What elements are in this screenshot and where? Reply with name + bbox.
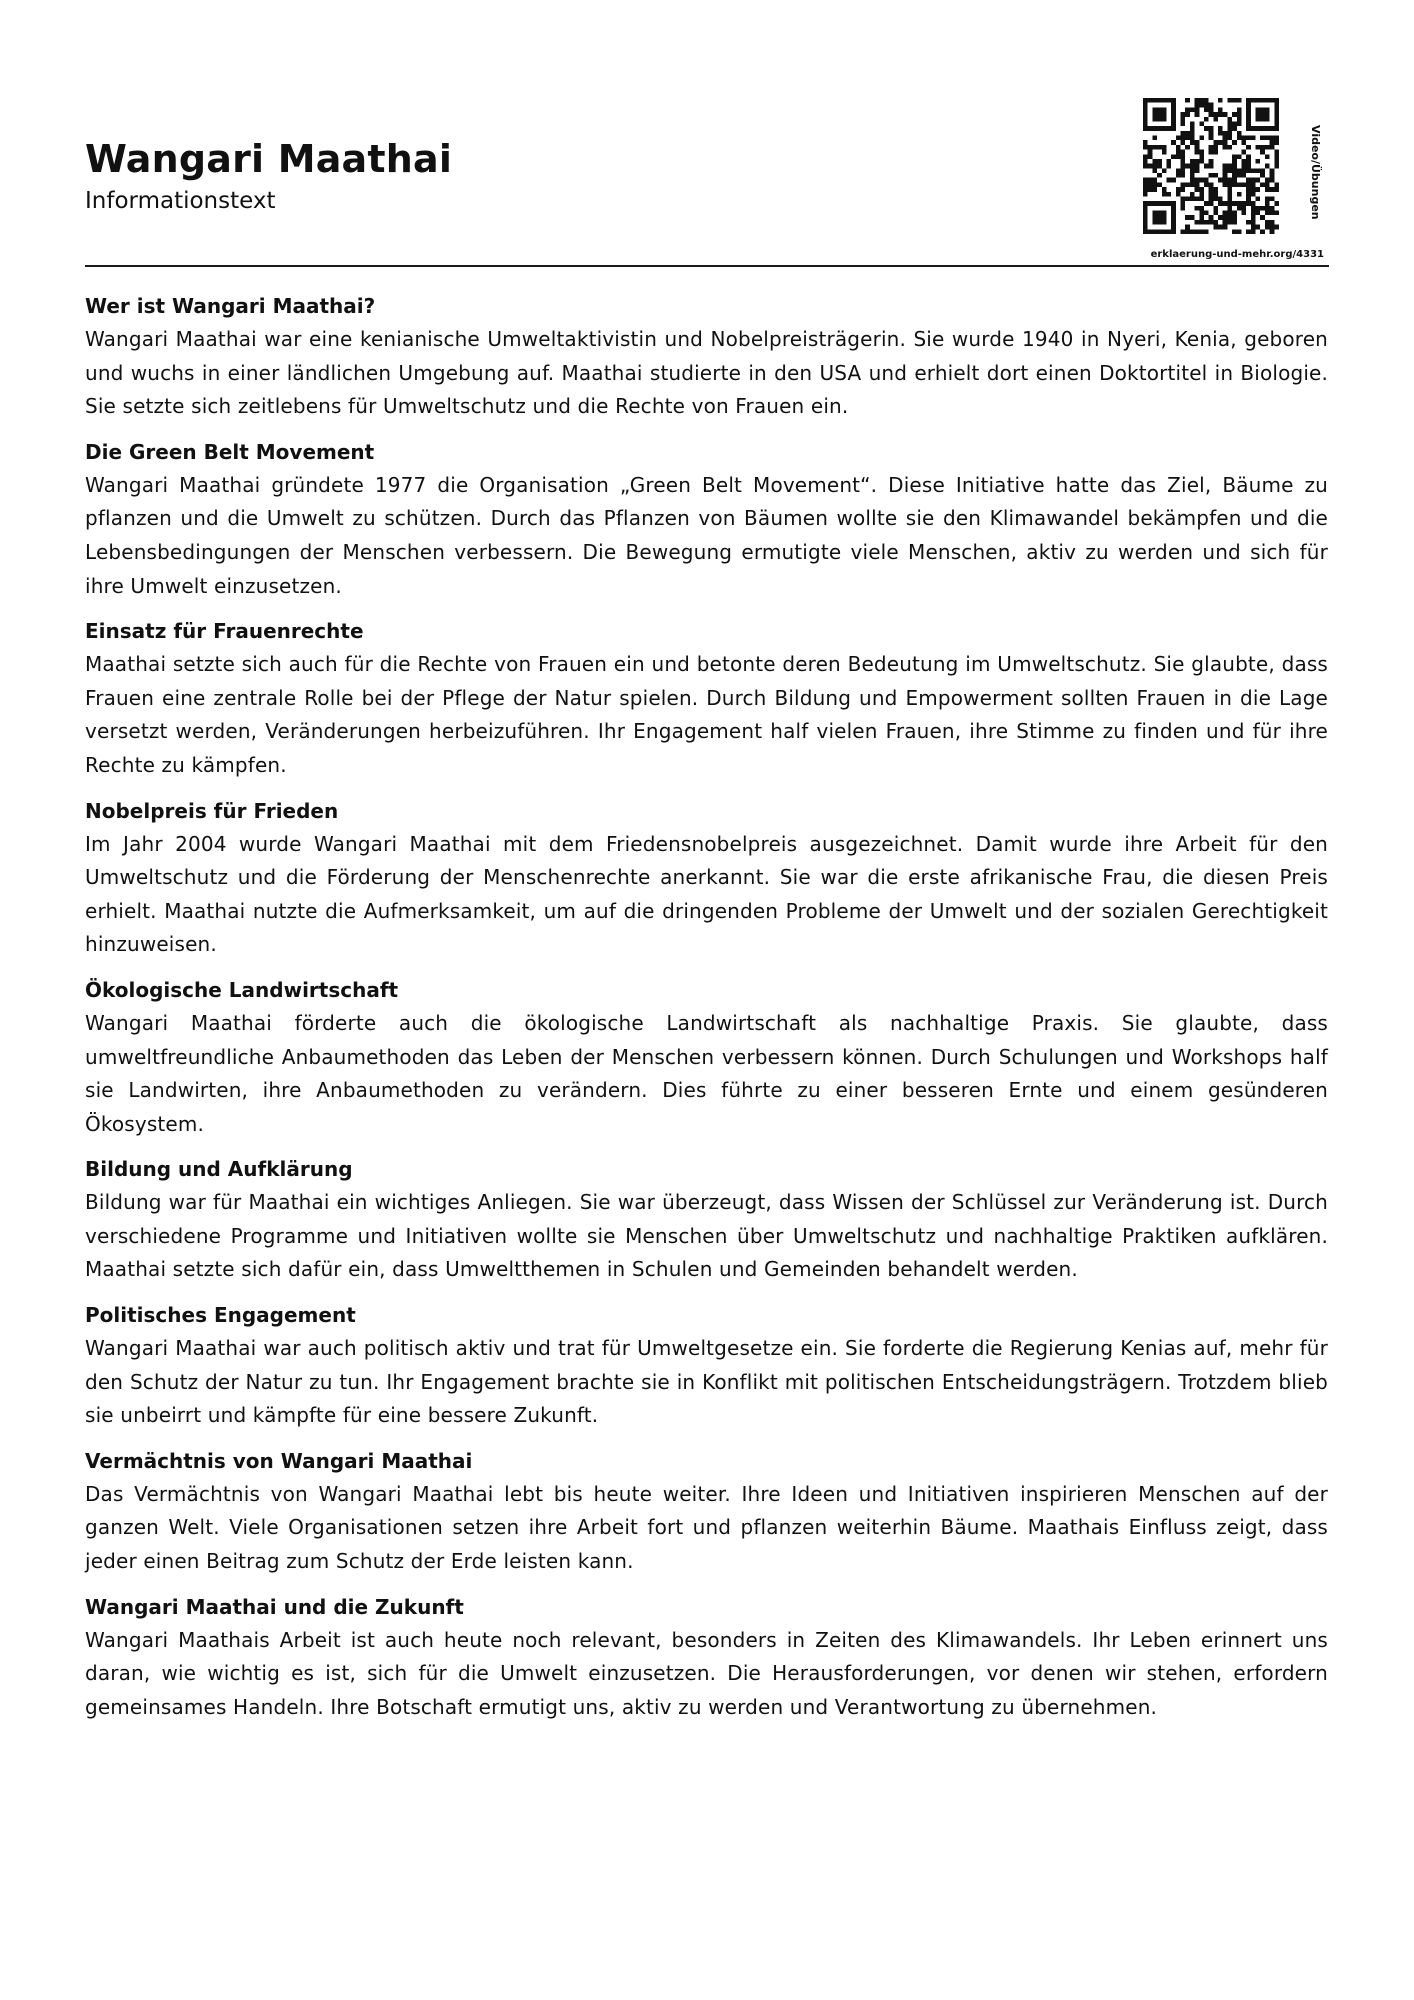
section-text: Wangari Maathai war eine kenianische Umweltaktivistin und Nobelpreisträgerin. Sie wurde 1940 in Nyeri, Kenia, geboren und wuchs in einer ländlichen Umgebung auf. Maathai studierte in den USA und erhielt dort einen Doktortitel in Biologie. Sie setzte sich zeitlebens für Umweltschutz und die Rechte von Frauen ein. [85,327,1328,419]
section-ecological-farming [85,974,1328,1141]
section-heading: Bildung und Aufklärung [85,1157,353,1182]
video-exercises-label: Video/Übungen [1309,125,1322,220]
page-title: Wangari Maathai [85,137,453,181]
article-body [85,290,1328,1736]
section-heading: Ökologische Landwirtschaft [85,977,399,1002]
section-heading: Politisches Engagement [85,1303,356,1328]
section-green-belt-movement [85,436,1328,603]
section-heading: Die Green Belt Movement [85,439,375,464]
section-heading: Wer ist Wangari Maathai? [85,294,376,318]
section-heading: Vermächtnis von Wangari Maathai [85,1448,473,1473]
qr-code-icon[interactable] [1143,98,1279,234]
section-education [85,1153,1328,1287]
section-text: Wangari Maathai war auch politisch aktiv und trat für Umweltgesetze ein. Sie forderte die Regierung Kenias auf, mehr für den Schutz der Natur zu tun. Ihr Engagement brachte sie in Konflikt mit politischen Entscheidungsträgern. Trotzdem blieb sie unbeirrt und kämpfte für eine bessere Zukunft. [85,1336,1328,1428]
section-text: Wangari Maathais Arbeit ist auch heute noch relevant, besonders in Zeiten des Klimawandels. Ihr Leben erinnert uns daran, wie wichtig es ist, sich für die Umwelt einzusetzen. Die Herausforderungen, vor denen wir stehen, erfordern gemeinsames Handeln. Ihre Botschaft ermutigt uns, aktiv zu werden und Verantwortung zu übernehmen. [85,1627,1328,1719]
section-heading: Nobelpreis für Frieden [85,798,339,823]
section-text: Das Vermächtnis von Wangari Maathai lebt bis heute weiter. Ihre Ideen und Initiativen inspirieren Menschen auf der ganzen Welt. Viele Organisationen setzen ihre Arbeit fort und pflanzen weiterhin Bäume. Maathais Einfluss zeigt, dass jeder einen Beitrag zum Schutz der Erde leisten kann. [85,1481,1328,1574]
header-divider [85,265,1329,267]
section-heading: Wangari Maathai und die Zukunft [85,1594,464,1619]
section-nobel-prize [85,795,1328,962]
section-future [85,1591,1328,1725]
section-text: Wangari Maathai förderte auch die ökologische Landwirtschaft als nachhaltige Praxis. Sie glaubte, dass umweltfreundliche Anbaumethoden das Leben der Menschen verbessern können. Durch Schulungen und Workshops half sie Landwirten, ihre Anbaumethoden zu verändern. Dies führte zu einer besseren Ernte und einem gesünderen Ökosystem. [85,1010,1328,1136]
section-text: Wangari Maathai gründete 1977 die Organisation „Green Belt Movement“. Diese Initiative hatte das Ziel, Bäume zu pflanzen und die Umwelt zu schützen. Durch das Pflanzen von Bäumen wollte sie den Klimawandel bekämpfen und die Lebensbedingungen der Menschen verbessern. Die Bewegung ermutigte viele Menschen, aktiv zu werden und sich für ihre Umwelt einzusetzen. [85,472,1328,598]
section-who-is-maathai [85,290,1328,424]
section-text: Maathai setzte sich auch für die Rechte von Frauen ein und betonte deren Bedeutung im Umweltschutz. Sie glaubte, dass Frauen eine zentrale Rolle bei der Pflege der Natur spielen. Durch Bildung und Empowerment sollten Frauen in die Lage versetzt werden, Veränderungen herbeizuführen. Ihr Engagement half vielen Frauen, ihre Stimme zu finden und für ihre Rechte zu kämpfen. [85,652,1328,777]
source-url-link[interactable]: erklaerung-und-mehr.org/4331 [1150,249,1324,260]
section-text: Bildung war für Maathai ein wichtiges Anliegen. Sie war überzeugt, dass Wissen der Schlüssel zur Veränderung ist. Durch verschiedene Programme und Initiativen wollte sie Menschen über Umweltschutz und nachhaltige Praktiken aufklären. Maathai setzte sich dafür ein, dass Umweltthemen in Schulen und Gemeinden behandelt werden. [85,1190,1328,1282]
section-text: Im Jahr 2004 wurde Wangari Maathai mit dem Friedensnobelpreis ausgezeichnet. Damit wurde ihre Arbeit für den Umweltschutz und die Förderung der Menschenrechte anerkannt. Sie war die erste afrikanische Frau, die diesen Preis erhielt. Maathai nutzte die Aufmerksamkeit, um auf die dringenden Probleme der Umwelt und der sozialen Gerechtigkeit hinzuweisen. [85,831,1328,957]
section-heading: Einsatz für Frauenrechte [85,619,364,644]
page-subtitle: Informationstext [85,188,276,214]
section-political-engagement [85,1299,1328,1433]
section-womens-rights [85,615,1328,782]
section-legacy [85,1445,1328,1579]
